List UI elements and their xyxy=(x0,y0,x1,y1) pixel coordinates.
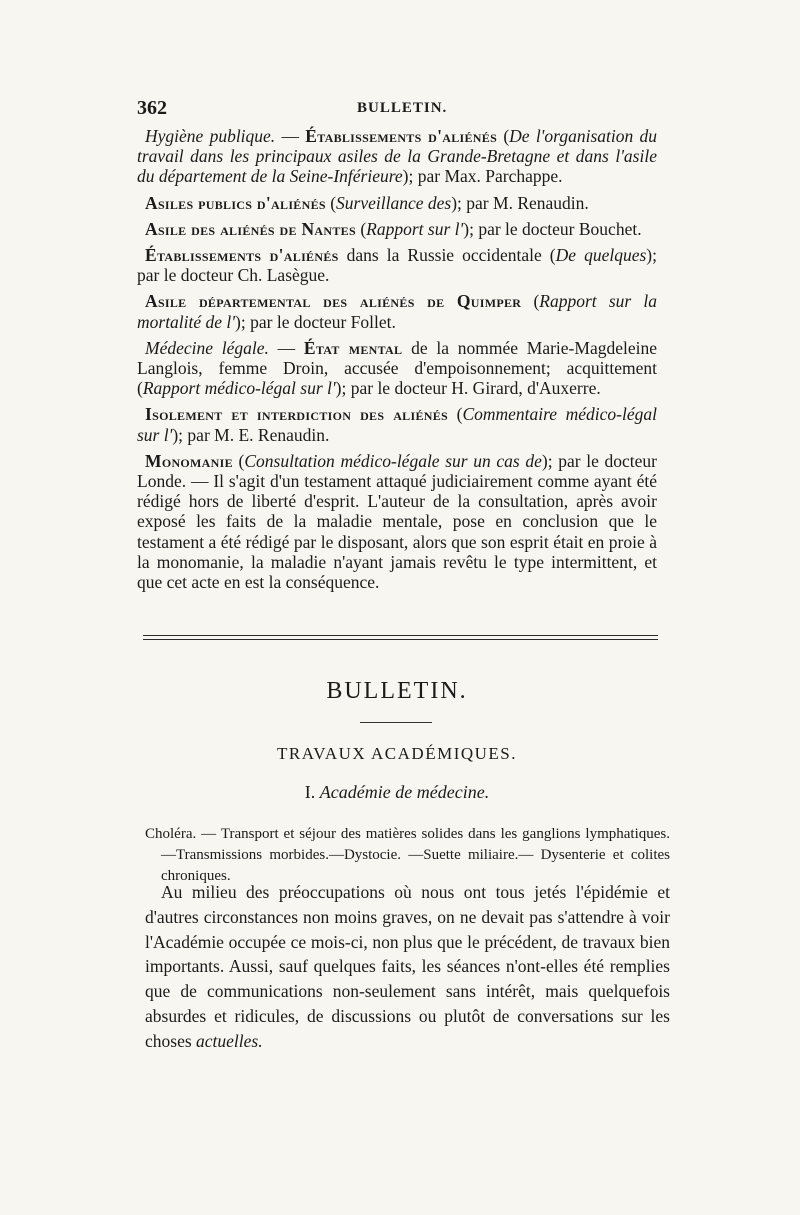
academy-heading xyxy=(137,782,657,803)
section-name: Académie de médecine. xyxy=(319,782,490,802)
entry-asiles-publics xyxy=(137,193,657,213)
section-number: I. xyxy=(304,782,316,802)
body-text xyxy=(145,880,670,1054)
entry-text: de la nommée Marie-Magdeleine Langlois, femme Droin, accusée d'empoisonnement; acquittement ( xyxy=(137,337,657,399)
entry-text: ( xyxy=(232,450,245,471)
entry-russie xyxy=(137,245,657,285)
entry-text: ( xyxy=(325,192,337,213)
entry-heading: Asiles publics d'aliénés xyxy=(145,192,326,213)
entry-text: dans la Russie occidentale ( xyxy=(338,245,556,266)
entry-title: De l'organisation du travail dans les principaux asiles de la Grande-Bretagne et dans l'asile du département de la Seine-Inférieure xyxy=(137,126,658,187)
entry-text: — xyxy=(275,126,306,146)
entry-title: Rapport sur l' xyxy=(366,218,464,239)
entry-isolement xyxy=(137,404,657,444)
entry-author: ); par le docteur Ch. Lasègue. xyxy=(137,245,657,286)
entry-author: ); par M. E. Renaudin. xyxy=(172,424,330,445)
entry-heading: Établissements d'aliénés xyxy=(145,245,339,266)
entry-monomanie xyxy=(137,451,657,592)
entry-title: Commentaire médico-légal sur l' xyxy=(137,404,657,445)
entry-text: ( xyxy=(355,218,367,239)
body-paragraph xyxy=(145,880,670,1054)
entry-text: ( xyxy=(448,404,463,425)
entry-title: De quelques xyxy=(555,245,647,266)
entry-quimper xyxy=(137,291,657,331)
section-divider xyxy=(143,639,658,640)
rubric-label: Médecine légale. xyxy=(145,337,269,358)
bulletin-heading: BULLETIN. xyxy=(326,678,468,704)
topics-text: Choléra. — Transport et séjour des matières solides dans les ganglions lymphatiques.—Transmissions morbides.—Dystocie. —Suette miliaire.— Dysenterie et colites chroniques. xyxy=(145,826,670,884)
entry-title: Rapport sur la mortalité de l' xyxy=(137,291,658,332)
topics-summary xyxy=(145,824,670,887)
entry-author: ); par Max. Parchappe. xyxy=(402,166,563,187)
rubric-label: Hygiène publique. xyxy=(145,126,276,146)
entry-author: ); par le docteur H. Girard, d'Auxerre. xyxy=(335,378,601,399)
entry-text: ); par le docteur Londe. — Il s'agit d'un testament attaqué judiciairement comme ayant été rédigé hors de liberté d'esprit. L'auteur de la consultation, après avoir exposé les faits de la maladie mentale, pose en conclusion que le testament a été rédigé par le disposant, alors que son esprit était en proie à la monomanie, la maladie n'ayant jamais revêtu le type intermittent, et que cet acte en est la conséquence. xyxy=(137,450,657,593)
heading-rule xyxy=(360,722,432,723)
page-header xyxy=(137,97,657,123)
body-sentence: Au milieu des préoccupations où nous ont tous jetés l'épidémie et d'autres circonstances non moins graves, on ne devait pas s'attendre à voir l'Académie occupée ce mois-ci, non plus que le précédent, de travaux bien importants. Aussi, sauf quelques faits, les séances n'ont-elles été remplies que de communications non-seulement sans intérêt, mais quelquefois absurdes et ridicules, de discussions ou plutôt de conversations sur les choses xyxy=(145,882,670,1051)
body-emphasis: actuelles. xyxy=(196,1030,263,1051)
entry-heading: Isolement et interdiction des aliénés xyxy=(145,404,449,425)
entry-heading: Monomanie xyxy=(145,450,233,471)
running-title: BULLETIN. xyxy=(357,100,448,116)
entry-title: Rapport médico-légal sur l' xyxy=(142,378,336,399)
entry-title: Surveillance des xyxy=(336,192,452,213)
entry-text: ( xyxy=(497,126,510,146)
section-divider xyxy=(143,635,658,636)
travaux-heading: TRAVAUX ACADÉMIQUES. xyxy=(276,744,517,763)
entry-heading: État mental xyxy=(303,337,403,358)
entry-author: ); par le docteur Bouchet. xyxy=(463,218,642,239)
entry-heading: Asile des aliénés de Nantes xyxy=(145,218,356,239)
entry-title: Consultation médico-légale sur un cas de xyxy=(244,450,542,471)
entry-text: ( xyxy=(521,291,540,312)
entry-heading: Établissements d'aliénés xyxy=(305,126,498,146)
entry-hygiene xyxy=(137,126,657,187)
entry-text: — xyxy=(268,337,304,358)
page-number: 362 xyxy=(137,97,167,119)
publication-list xyxy=(137,126,657,598)
entry-heading: Asile départemental des aliénés de Quimper xyxy=(145,291,522,312)
entry-author: ); par M. Renaudin. xyxy=(451,192,589,213)
entry-author: ); par le docteur Follet. xyxy=(235,311,396,332)
entry-medecine-legale xyxy=(137,338,657,399)
entry-nantes xyxy=(137,219,657,239)
